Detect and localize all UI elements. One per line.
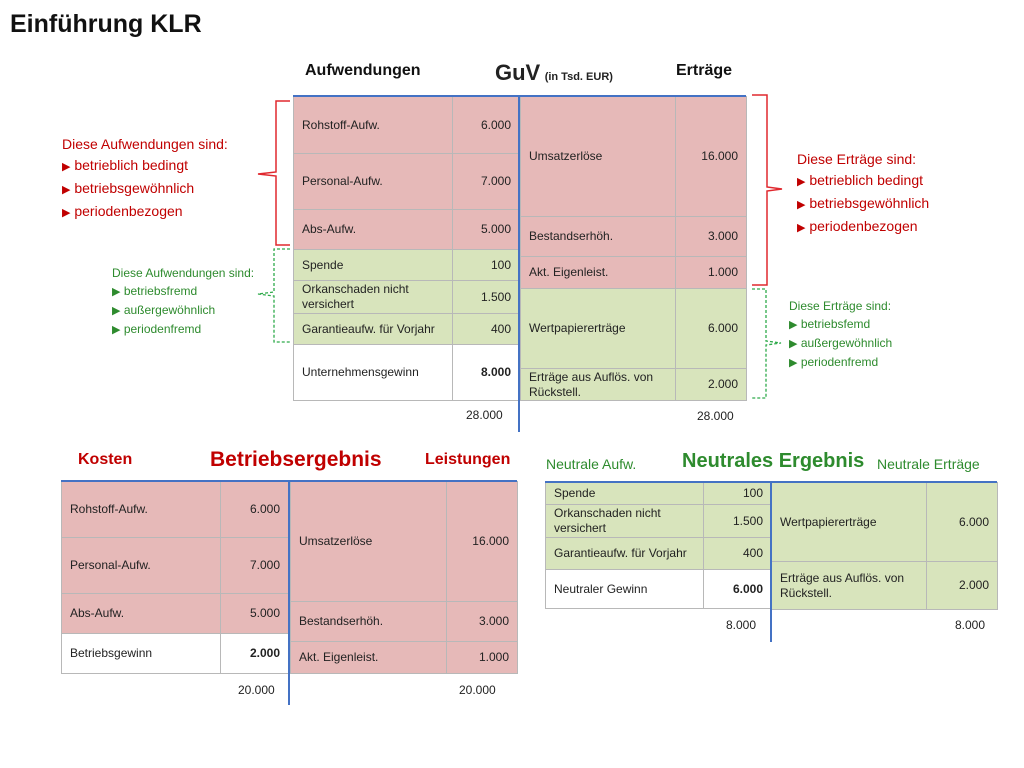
page-title: Einführung KLR (10, 10, 202, 38)
triangle-icon: ▶ (112, 324, 121, 336)
note-item-text: betriebsfremd (123, 284, 198, 298)
row-label: Erträge aus Auflös. von Rückstell. (772, 562, 927, 610)
note-item-text: außergewöhnlich (123, 303, 216, 317)
row-label: Abs-Aufw. (62, 594, 221, 634)
note-item-text: periodenfremd (123, 322, 202, 336)
ne-left-table (545, 482, 772, 609)
table-row (546, 570, 772, 609)
row-label: Spende (294, 250, 453, 281)
note-item-text: periodenfremd (800, 355, 879, 369)
be-right-total: 20.000 (459, 683, 496, 697)
right-red-bracket (752, 95, 782, 285)
guv-subtitle: (in Tsd. EUR) (544, 71, 613, 83)
note-heading: Diese Aufwendungen sind: (62, 136, 228, 152)
note-item (62, 178, 228, 201)
table-row (772, 562, 998, 610)
row-value: 3.000 (447, 602, 518, 642)
guv-right-total: 28.000 (697, 409, 734, 423)
table-row (291, 482, 518, 602)
triangle-icon: ▶ (789, 319, 798, 331)
row-value: 400 (704, 538, 772, 570)
row-value: 1.500 (704, 505, 772, 538)
row-value: 1.000 (676, 257, 747, 289)
left-green-bracket (258, 249, 290, 342)
triangle-icon: ▶ (62, 207, 71, 219)
row-label: Personal-Aufw. (294, 154, 453, 210)
note-item (62, 155, 228, 178)
right-green-bracket (752, 289, 781, 398)
note-heading: Diese Erträge sind: (797, 151, 917, 167)
note-right-green (789, 297, 892, 372)
note-item-text: betrieblich bedingt (74, 157, 188, 173)
row-value: 6.000 (927, 483, 998, 562)
table-row (546, 483, 772, 505)
row-value: 2.000 (676, 369, 747, 401)
table-row (546, 505, 772, 538)
table-row (62, 482, 289, 538)
row-value: 8.000 (453, 345, 520, 401)
note-left-green (112, 264, 254, 339)
note-item-text: periodenbezogen (809, 218, 918, 234)
table-row (772, 483, 998, 562)
note-item (112, 282, 254, 301)
ne-t-account-divider (770, 482, 772, 642)
row-label: Bestandserhöh. (521, 217, 676, 257)
note-item (62, 201, 228, 224)
be-left-header: Kosten (78, 451, 133, 468)
row-label: Spende (546, 483, 704, 505)
triangle-icon: ▶ (797, 222, 806, 234)
ne-left-header: Neutrale Aufw. (546, 456, 637, 472)
note-heading: Diese Aufwendungen sind: (112, 266, 255, 280)
row-label: Garantieaufw. für Vorjahr (546, 538, 704, 570)
row-label: Garantieaufw. für Vorjahr (294, 314, 453, 345)
note-item (789, 315, 892, 334)
row-value: 6.000 (676, 289, 747, 369)
note-right-red (797, 149, 929, 239)
ne-title: Neutrales Ergebnis (682, 450, 865, 472)
table-row (62, 538, 289, 594)
triangle-icon: ▶ (797, 176, 806, 188)
triangle-icon: ▶ (789, 357, 798, 369)
row-value: 100 (453, 250, 520, 281)
note-item-text: betrieblich bedingt (809, 172, 923, 188)
row-value: 3.000 (676, 217, 747, 257)
ne-t-account-top (545, 481, 997, 483)
note-item (112, 320, 254, 339)
triangle-icon: ▶ (62, 184, 71, 196)
note-item (789, 334, 892, 353)
note-left-red (62, 134, 228, 224)
ne-right-header: Neutrale Erträge (877, 456, 980, 472)
row-value: 100 (704, 483, 772, 505)
row-value: 7.000 (221, 538, 289, 594)
table-row (546, 538, 772, 570)
triangle-icon: ▶ (797, 199, 806, 211)
triangle-icon: ▶ (789, 338, 798, 350)
row-value: 1.500 (453, 281, 520, 314)
note-item (112, 301, 254, 320)
row-label: Unternehmensgewinn (294, 345, 453, 401)
ne-right-total: 8.000 (955, 618, 986, 632)
row-label: Orkanschaden nicht versichert (546, 505, 704, 538)
table-row (291, 602, 518, 642)
left-red-bracket (258, 101, 290, 245)
note-item-text: außergewöhnlich (800, 336, 893, 350)
row-label: Wertpapiererträge (772, 483, 927, 562)
be-right-header: Leistungen (425, 451, 511, 468)
guv-title: GuV (495, 60, 541, 85)
row-value: 16.000 (676, 97, 747, 217)
row-label: Umsatzerlöse (521, 97, 676, 217)
be-right-table (290, 481, 518, 674)
row-label: Bestandserhöh. (291, 602, 447, 642)
note-heading: Diese Erträge sind: (789, 299, 892, 313)
row-label: Orkanschaden nicht versichert (294, 281, 453, 314)
row-label: Umsatzerlöse (291, 482, 447, 602)
row-label: Personal-Aufw. (62, 538, 221, 594)
be-title: Betriebsergebnis (210, 448, 382, 471)
table-row (291, 642, 518, 674)
guv-left-header: Aufwendungen (305, 62, 421, 79)
row-value: 5.000 (221, 594, 289, 634)
row-label: Betriebsgewinn (62, 634, 221, 674)
row-label: Akt. Eigenleist. (291, 642, 447, 674)
row-label: Rohstoff-Aufw. (294, 97, 453, 154)
ne-left-total: 8.000 (726, 618, 757, 632)
triangle-icon: ▶ (112, 305, 121, 317)
be-left-total: 20.000 (238, 683, 275, 697)
row-value: 1.000 (447, 642, 518, 674)
row-value: 6.000 (704, 570, 772, 609)
note-item-text: betriebsgewöhnlich (74, 180, 195, 196)
be-t-account-divider (288, 481, 290, 705)
triangle-icon: ▶ (112, 286, 121, 298)
table-row (62, 634, 289, 674)
row-value: 2.000 (221, 634, 289, 674)
note-item (797, 193, 929, 216)
row-value: 400 (453, 314, 520, 345)
row-value: 6.000 (221, 482, 289, 538)
row-label: Erträge aus Auflös. von Rückstell. (521, 369, 676, 401)
row-value: 5.000 (453, 210, 520, 250)
note-item-text: periodenbezogen (74, 203, 183, 219)
row-label: Akt. Eigenleist. (521, 257, 676, 289)
row-label: Wertpapiererträge (521, 289, 676, 369)
guv-left-total: 28.000 (466, 408, 503, 422)
row-label: Neutraler Gewinn (546, 570, 704, 609)
table-row (62, 594, 289, 634)
be-t-account-top (61, 480, 517, 482)
note-item-text: betriebsgewöhnlich (809, 195, 930, 211)
triangle-icon: ▶ (62, 161, 71, 173)
row-value: 7.000 (453, 154, 520, 210)
row-label: Abs-Aufw. (294, 210, 453, 250)
guv-right-header: Erträge (676, 62, 733, 79)
note-item (789, 353, 892, 372)
note-item-text: betriebsfemd (800, 317, 871, 331)
be-left-table (61, 481, 289, 674)
row-value: 2.000 (927, 562, 998, 610)
ne-right-table (771, 482, 998, 610)
row-value: 6.000 (453, 97, 520, 154)
note-item (797, 170, 929, 193)
row-value: 16.000 (447, 482, 518, 602)
note-item (797, 216, 929, 239)
row-label: Rohstoff-Aufw. (62, 482, 221, 538)
